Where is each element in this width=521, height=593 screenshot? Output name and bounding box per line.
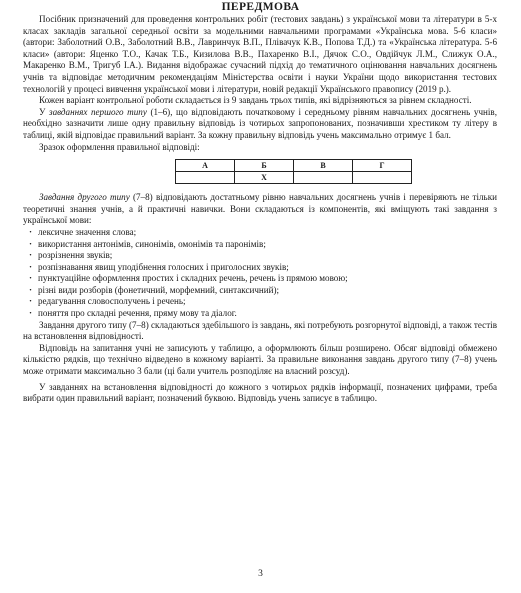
table-answer-cell bbox=[176, 172, 235, 184]
table-header-cell: В bbox=[294, 160, 353, 172]
table-header-cell: Г bbox=[353, 160, 412, 172]
table-header-row bbox=[176, 160, 412, 172]
page-content bbox=[23, 14, 497, 405]
paragraph-second-type-text: (7–8) відповідають достатньому рівню навчальних досягнень учнів і перевіряють не тільки теоретичні знання учнів, а й практичні навички. Вони складаються із компонентів, які вміщують такі завдання з української мови: bbox=[23, 192, 497, 226]
list-item: · розпізнавання явищ уподібнення голосних і приголосних звуків; bbox=[29, 262, 497, 274]
list-item: · редагування словосполучень і речень; bbox=[29, 296, 497, 308]
table-answer-cell: Х bbox=[235, 172, 294, 184]
list-item: · поняття про складні речення, пряму мову та діалог. bbox=[29, 308, 497, 320]
paragraph-first-type-prefix: У bbox=[39, 106, 50, 117]
table-header-cell: Б bbox=[235, 160, 294, 172]
paragraph-answer-format: Відповідь на запитання учні не записують у таблицю, а оформлюють більш розширено. Обсяг відповіді обмежено кількістю рядків, що технічно відведено в кожному варіанті. За правильне виконання завдань другого типу (7–8) учень може отримати максимально 3 бали (ці бали учитель розподіляє на власний розсуд). bbox=[23, 342, 497, 377]
paragraph-variant-structure: Кожен варіант контрольної роботи складається із 9 завдань трьох типів, які відрізняються за рівнем складності. bbox=[39, 95, 472, 106]
paragraph-matching-tasks: У завданнях на встановлення відповідності до кожного з чотирьох рядків інформації, позначених цифрами, треба вибрати один правильний варіант, позначений буквою. Відповідь учень записує в таблицю. bbox=[23, 381, 497, 404]
list-item: · різні види розборів (фонетичний, морфемний, синтаксичний); bbox=[29, 285, 497, 297]
page-title: ПЕРЕДМОВА bbox=[221, 1, 300, 13]
paragraph-sample-caption: Зразок оформлення правильної відповіді: bbox=[39, 141, 200, 152]
table-header-cell: А bbox=[176, 160, 235, 172]
paragraph-second-type bbox=[23, 192, 497, 227]
sample-answer-table bbox=[175, 159, 412, 184]
paragraph-second-type-composition: Завдання другого типу (7–8) складаються здебільшого із завдань, які потребують розгорнутої відповіді, а також тестів на встановлення відповідності. bbox=[23, 319, 497, 342]
table-answer-cell bbox=[294, 172, 353, 184]
list-item: · лексичне значення слова; bbox=[29, 227, 497, 239]
list-item: · використання антонімів, синонімів, омонімів та паронімів; bbox=[29, 239, 497, 251]
paragraph-intro: Посібник призначений для проведення контрольних робіт (тестових завдань) з української мови та літератури в 5-х класах закладів загальної середньої освіти за модельними навчальними програмами «Українська мова. 5-6 класи» (автори: Заболотний О.В., Заболотний В.В., Лавринчук В.П., Плівачук К.В., Попова Т.Д.) та «Українська література. 5-6 класи» (автори: Яценко Т.О., Качак Т.Б., Кизилова В.В., Пахаренко В.І., Дячок С.О., Овдійчук Л.М., Слижук О.А., Макаренко В.М., Тригуб І.А.). Видання відображає сучасний підхід до тематичного оцінювання навчальних досягнень учнів та відповідає методичним рекомендаціям Міністерства освіти і науки України щодо використання тестових технологій у процесі вивчення української мови і літератури, новій редакції Українського правопису (2019 р.). bbox=[23, 14, 497, 94]
paragraph-first-type-text: (1–6), що відповідають початковому і середньому рівням навчальних досягнень учнів, необхідно зазначити лише одну правильну відповідь із чотирьох запропонованих, позначивши хрестиком ту літеру в таблиці, якій відповідає правильний варіант. За кожну правильну відповідь учень максимально отримує 1 бал. bbox=[23, 106, 498, 140]
list-item: · пунктуаційне оформлення простих і складних речень, речень із прямою мовою; bbox=[29, 273, 497, 285]
list-item: · розрізнення звуків; bbox=[29, 250, 497, 262]
task-topics-list bbox=[23, 227, 497, 320]
table-answer-cell bbox=[353, 172, 412, 184]
paragraph-first-type bbox=[23, 107, 497, 142]
table-answer-row bbox=[176, 172, 412, 184]
first-type-term: завданнях першого типу bbox=[49, 106, 147, 117]
page-number: 3 bbox=[258, 569, 263, 579]
second-type-term: Завдання другого типу bbox=[39, 192, 130, 203]
